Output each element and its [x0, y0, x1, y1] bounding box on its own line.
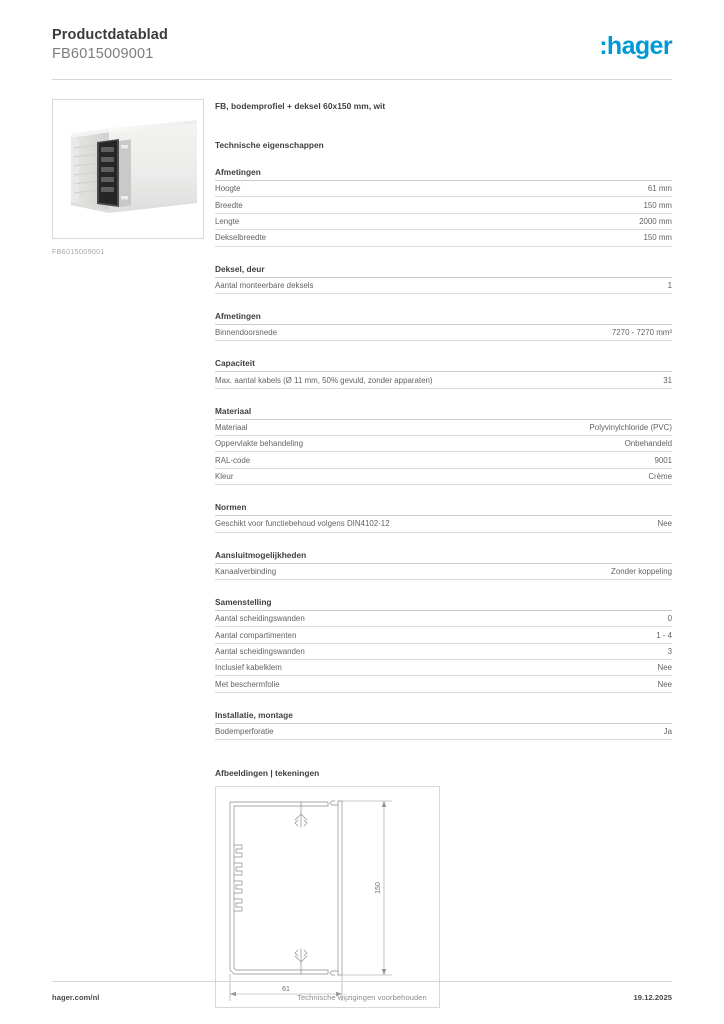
spec-value: Nee [657, 519, 672, 529]
spec-label: Max. aantal kabels (Ø 11 mm, 50% gevuld, zonder apparaten) [215, 375, 433, 385]
spec-group-title: Capaciteit [215, 358, 672, 372]
spec-value: Nee [657, 679, 672, 689]
spec-value: 2000 mm [639, 217, 672, 227]
spec-label: Bodemperforatie [215, 727, 274, 737]
spec-group [215, 710, 672, 740]
table-row [215, 644, 672, 660]
footer-divider [52, 981, 672, 982]
page-footer [52, 981, 672, 1002]
table-row [215, 660, 672, 676]
table-row [215, 611, 672, 627]
spec-value: Crème [648, 472, 672, 482]
drawing-dimension-height: 150 [375, 882, 382, 895]
spec-label: Aantal scheidingswanden [215, 646, 305, 656]
spec-value: Zonder koppeling [611, 566, 672, 576]
spec-value: 150 mm [643, 200, 672, 210]
spec-group [215, 167, 672, 247]
spec-value: 150 mm [643, 233, 672, 243]
spec-group-title: Aansluitmogelijkheden [215, 550, 672, 564]
specifications-column [204, 99, 672, 1008]
page-title: Productdatablad [52, 27, 168, 43]
spec-group [215, 550, 672, 580]
spec-value: 61 mm [647, 184, 672, 194]
drawings-heading: Afbeeldingen | tekeningen [215, 768, 320, 779]
footer-disclaimer: Technische wijzigingen voorbehouden [297, 993, 427, 1002]
spec-label: Inclusief kabelklem [215, 663, 282, 673]
table-row [215, 325, 672, 341]
spec-label: Dekselbreedte [215, 233, 267, 243]
spec-group [215, 358, 672, 388]
table-row [215, 627, 672, 643]
technical-properties-heading: Technische eigenschappen [215, 140, 324, 151]
table-row [215, 469, 672, 485]
page-header [52, 0, 672, 63]
spec-group [215, 597, 672, 693]
spec-label: Kleur [215, 472, 234, 482]
spec-label: Kanaalverbinding [215, 566, 277, 576]
table-row [215, 516, 672, 532]
product-image-column [52, 99, 204, 1008]
technical-drawing [216, 787, 439, 1007]
spec-group-title: Deksel, deur [215, 264, 672, 278]
spec-value: Onbehandeld [624, 439, 672, 449]
hager-logo: :hager [599, 32, 672, 60]
spec-label: Hoogte [215, 184, 241, 194]
spec-group [215, 406, 672, 486]
spec-label: Oppervlakte behandeling [215, 439, 303, 449]
table-row [215, 452, 672, 468]
spec-label: Breedte [215, 200, 243, 210]
drawing-dimension-width: 61 [282, 986, 290, 994]
footer-website-link[interactable]: hager.com/nl [52, 993, 100, 1002]
spec-label: Met beschermfolie [215, 679, 280, 689]
spec-label: Aantal monteerbare deksels [215, 280, 314, 290]
spec-label: Binnendoorsnede [215, 328, 278, 338]
technical-drawing-frame [215, 786, 440, 1008]
table-row [215, 197, 672, 213]
spec-label: RAL-code [215, 455, 251, 465]
page-content [52, 80, 672, 1008]
spec-value: 3 [667, 646, 672, 656]
product-image-caption: FB6015009001 [52, 247, 105, 257]
product-image-frame [52, 99, 204, 239]
spec-value: Ja [663, 727, 672, 737]
table-row [215, 420, 672, 436]
spec-label: Geschikt voor functiebehoud volgens DIN4102-12 [215, 519, 390, 529]
spec-label: Aantal compartimenten [215, 630, 297, 640]
spec-value: 0 [667, 614, 672, 624]
table-row [215, 436, 672, 452]
spec-value: 9001 [654, 455, 672, 465]
spec-value: Nee [657, 663, 672, 673]
spec-value: 31 [663, 375, 672, 385]
spec-label: Lengte [215, 217, 240, 227]
spec-group-title: Normen [215, 502, 672, 516]
product-name: FB, bodemprofiel + deksel 60x150 mm, wit [215, 101, 386, 112]
spec-value: Polyvinylchloride (PVC) [589, 422, 672, 432]
table-row [215, 724, 672, 740]
spec-group [215, 502, 672, 532]
spec-label: Aantal scheidingswanden [215, 614, 305, 624]
spec-group-title: Afmetingen [215, 167, 672, 181]
spec-value: 1 - 4 [656, 630, 672, 640]
table-row [215, 230, 672, 246]
spec-group [215, 264, 672, 294]
spec-group-title: Afmetingen [215, 311, 672, 325]
spec-value: 7270 - 7270 mm² [611, 328, 672, 338]
table-row [215, 278, 672, 294]
spec-value: 1 [667, 280, 672, 290]
spec-group-title: Installatie, montage [215, 710, 672, 724]
table-row [215, 214, 672, 230]
product-photo [57, 114, 201, 222]
spec-group [215, 311, 672, 341]
product-reference: FB6015009001 [52, 45, 154, 62]
footer-date: 19.12.2025 [633, 993, 672, 1002]
spec-label: Materiaal [215, 422, 248, 432]
table-row [215, 181, 672, 197]
spec-group-title: Materiaal [215, 406, 672, 420]
spec-group-title: Samenstelling [215, 597, 672, 611]
table-row [215, 676, 672, 692]
title-block [52, 26, 168, 63]
table-row [215, 372, 672, 388]
table-row [215, 564, 672, 580]
